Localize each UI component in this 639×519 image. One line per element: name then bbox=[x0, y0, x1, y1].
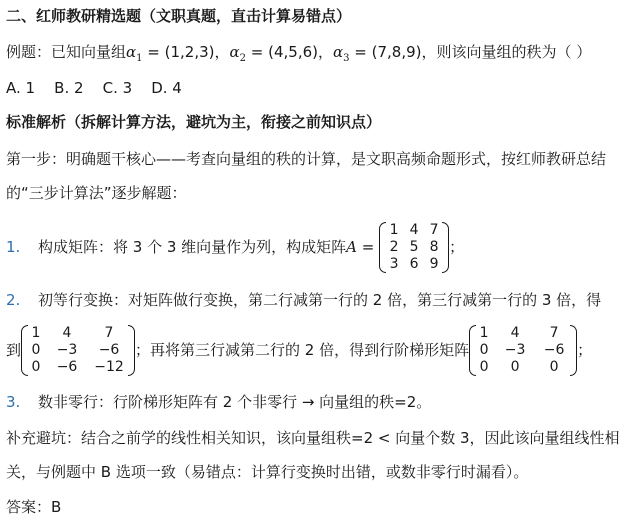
matrix-cell: 7 bbox=[429, 222, 439, 238]
matrix-cell: 1 bbox=[389, 222, 399, 238]
matrix-A-variable: A bbox=[346, 238, 358, 256]
step-3-text: 数非零行：行阶梯形矩阵有 2 个非零行 → 向量组的秩=2。 bbox=[38, 393, 432, 411]
matrix-cell: 5 bbox=[409, 239, 419, 255]
alpha3-value: = (7,8,9)，则该向量组的秩为（ ） bbox=[349, 43, 592, 61]
alpha2-symbol: $\alpha_2$ bbox=[229, 43, 247, 64]
alpha3-symbol: $\alpha_3$ bbox=[333, 43, 350, 64]
step-2-continued bbox=[6, 325, 592, 376]
step-1-suffix: ； bbox=[449, 238, 465, 256]
step-2-cont-prefix: 到 bbox=[6, 341, 22, 359]
matrix-cell: −12 bbox=[94, 359, 124, 375]
matrix-cell: 7 bbox=[104, 325, 114, 341]
step-1-number: 1. bbox=[6, 238, 21, 256]
alpha1-symbol: $\alpha_1$ bbox=[126, 43, 143, 64]
matrix-echelon-form bbox=[469, 325, 577, 376]
matrix-cell: 0 bbox=[479, 359, 489, 375]
matrix-cell: 0 bbox=[479, 342, 489, 358]
matrix-cell: 4 bbox=[510, 325, 520, 341]
supplement-line-2: 关，与例题中 B 选项一致（易错点：计算行变换时出错，或数非零行时漏看）。 bbox=[6, 463, 529, 481]
supplement-line-1: 补充避坑：结合之前学的线性相关知识，该向量组秩=2 < 向量个数 3，因此该向量组线性相 bbox=[6, 429, 620, 447]
step-2-cont-mid: ；再将第三行减第二行的 2 倍，得到行阶梯形矩阵 bbox=[135, 341, 470, 359]
step-intro-line-1: 第一步：明确题干核心——考查向量组的秩的计算，是文职高频命题形式，按红师教研总结 bbox=[6, 150, 607, 168]
step-2-text: 初等行变换：对矩阵做行变换，第二行减第一行的 2 倍，第三行减第一行的 3 倍，得 bbox=[38, 291, 602, 309]
step-3 bbox=[6, 392, 431, 412]
matrix-cell: −3 bbox=[504, 342, 526, 358]
matrix-cell: 0 bbox=[31, 359, 41, 375]
matrix-cell: −3 bbox=[56, 342, 78, 358]
section-title: 二、红师教研精选题（文职真题，直击计算易错点） bbox=[6, 7, 352, 25]
matrix-cell: 4 bbox=[409, 222, 419, 238]
matrix-cell: −6 bbox=[56, 359, 78, 375]
matrix-cell: 8 bbox=[429, 239, 439, 255]
final-answer: 答案：B bbox=[6, 498, 62, 516]
question-line bbox=[6, 42, 591, 69]
matrix-cell: 9 bbox=[429, 256, 439, 272]
matrix-cell: 7 bbox=[549, 325, 559, 341]
matrix-cell: 1 bbox=[479, 325, 489, 341]
matrix-cell: 0 bbox=[31, 342, 41, 358]
alpha2-value: = (4,5,6)， bbox=[246, 43, 334, 61]
step-3-number: 3. bbox=[6, 393, 21, 411]
matrix-cell: −6 bbox=[98, 342, 120, 358]
step-1-text: 构成矩阵：将 3 个 3 维向量作为列，构成矩阵 bbox=[38, 238, 347, 256]
answer-options: A. 1 B. 2 C. 3 D. 4 bbox=[6, 79, 182, 97]
matrix-cell: −6 bbox=[543, 342, 565, 358]
step-intro-line-2: 的“三步计算法”逐步解题： bbox=[6, 184, 187, 202]
alpha1-value: = (1,2,3)， bbox=[142, 43, 230, 61]
matrix-cell: 1 bbox=[31, 325, 41, 341]
matrix-after-first-transform bbox=[21, 325, 135, 376]
matrix-cell: 3 bbox=[389, 256, 399, 272]
analysis-title: 标准解析（拆解计算方法，避坑为主，衔接之前知识点） bbox=[6, 113, 382, 131]
step-2 bbox=[6, 290, 601, 310]
matrix-cell: 6 bbox=[409, 256, 419, 272]
matrix-A bbox=[379, 222, 449, 273]
matrix-cell: 2 bbox=[389, 239, 399, 255]
step-2-number: 2. bbox=[6, 291, 21, 309]
question-prefix: 例题：已知向量组 bbox=[6, 43, 127, 61]
matrix-cell: 0 bbox=[549, 359, 559, 375]
step-1 bbox=[6, 222, 464, 273]
step-2-cont-suffix: ； bbox=[577, 341, 593, 359]
matrix-cell: 0 bbox=[510, 359, 520, 375]
matrix-A-equals: = bbox=[357, 238, 380, 256]
matrix-cell: 4 bbox=[62, 325, 72, 341]
